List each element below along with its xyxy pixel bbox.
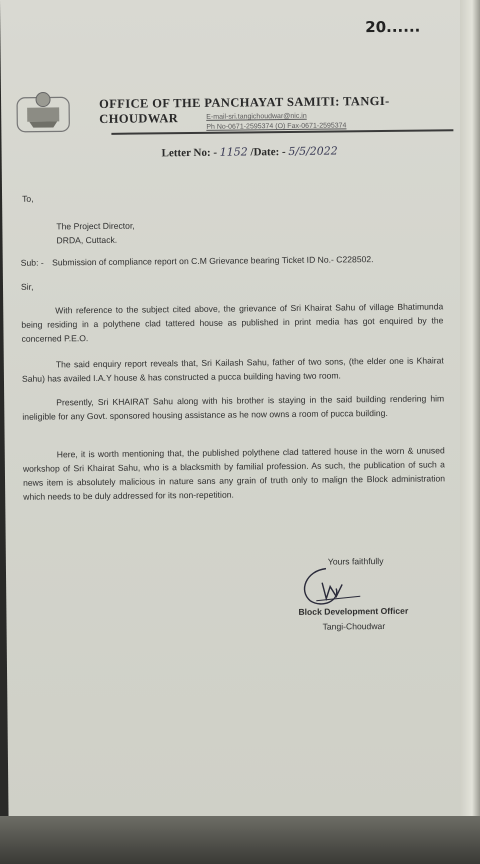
body-paragraph-2: The said enquiry report reveals that, Sri Kailash Sahu, father of two sons, (the elder one is Khairat Sahu) has availed I.A.Y house & has constructed a pucca building having two room. [21, 355, 444, 384]
closing-line: Yours faithfully [327, 556, 384, 567]
signatory-place: Tangi-Choudwar [322, 621, 386, 632]
date-label: /Date: - [250, 146, 286, 159]
signatory-designation: Block Development Officer [298, 605, 409, 617]
subject-label: Sub: - [20, 257, 44, 268]
table-surface [0, 816, 480, 864]
salutation: Sir, [20, 281, 34, 292]
header-divider [111, 129, 453, 135]
letter-no-value: 1152 [219, 145, 248, 159]
body-paragraph-4: Here, it is worth mentioning that, the published polythene clad tattered house in the worn & unused workshop of Sri Khairat Sahu, who is a blacksmith by familial profession. As such, the publication of such a news item is absolutely malicious in nature sans any grain of truth only to malign the Block administration which needs to be duly addressed for its non-repetition. [22, 445, 446, 502]
recipient-line-1: The Project Director, [56, 220, 135, 232]
government-emblem-icon [15, 87, 71, 136]
body-paragraph-3: Presently, Sri KHAIRAT Sahu along with his brother is staying in the said building rendering him ineligible for any Govt. sponsored housing assistance as he now owns a room of pucca building. [22, 393, 445, 422]
office-title: OFFICE OF THE PANCHAYAT SAMITI: TANGI-CHOUDWAR [99, 93, 390, 126]
date-value: 5/5/2022 [288, 144, 338, 158]
phone-fax-line: Ph No-0671-2595374 (O) Fax-0671-2595374 [206, 122, 347, 131]
to-line: To, [22, 193, 34, 204]
subject-text: Submission of compliance report on C.M Grievance bearing Ticket ID No.- C228502. [52, 254, 374, 268]
letter-no-label: Letter No: - [161, 146, 218, 160]
page-number: 20...... [365, 17, 421, 37]
email-line: E-mail-sri.tangichoudwar@nic.in [206, 112, 307, 121]
letter-reference [162, 144, 338, 159]
paper-stack-edge [460, 0, 480, 864]
recipient-line-2: DRDA, Cuttack. [56, 234, 118, 246]
body-paragraph-1: With reference to the subject cited above, the grievance of Sri Khairat Sahu of village Bhatimunda being residing in a polythene clad tattered house as published in print media has got enquired by the concerned P.E.O. [21, 301, 444, 344]
subject-line [21, 251, 461, 270]
